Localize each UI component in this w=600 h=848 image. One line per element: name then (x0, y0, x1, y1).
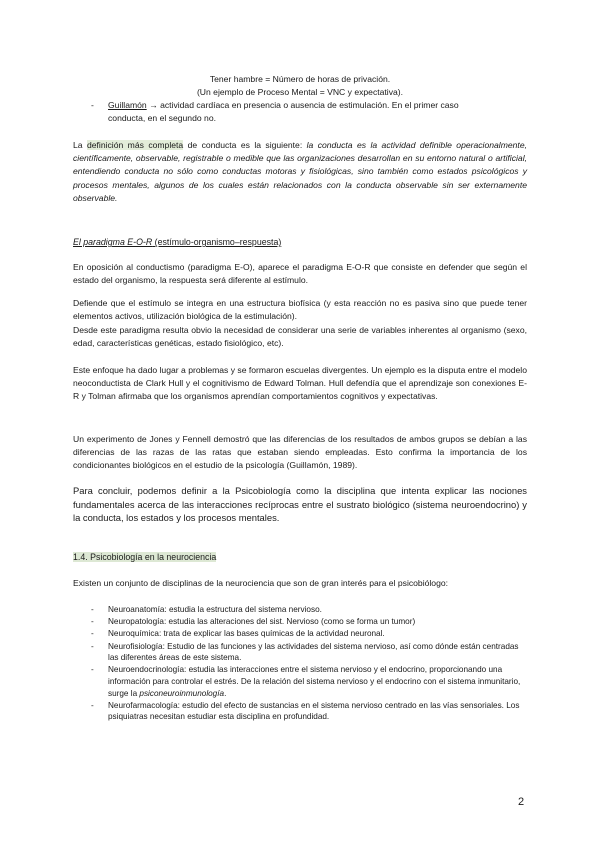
list-item-text: Neurofarmacología: estudio del efecto de sustancias en el sistema nervioso centrado en las vías sensoriales. Los psiquiatras necesitan estudiar esta disciplina en profundidad. (108, 700, 520, 722)
definition-middle: de conducta es la siguiente: (183, 140, 307, 150)
list-item-text: Neuroanatomía: estudia la estructura del sistema nervioso. (108, 605, 322, 614)
disciplines-list (91, 604, 527, 724)
guillamon-bullet (91, 99, 531, 125)
bullet-dash: - (91, 100, 94, 110)
list-item-italic: psiconeuroinmunología (139, 688, 225, 698)
definition-lead: La (73, 140, 87, 150)
definition-highlight: definición más completa (86, 140, 184, 150)
guillamon-text-2: conducta, en el segundo no. (108, 113, 216, 123)
paragraph-opposition: En oposición al conductismo (paradigma E-O), aparece el paradigma E-O-R que consiste en defender que según el estado del organismo, la respuesta será diferente al estímulo. (73, 262, 527, 286)
page-number: 2 (518, 796, 525, 808)
paragraph-conclusion: Para concluir, podemos definir a la Psicobiología como la disciplina que intenta explicar las nociones fundamentales acerca de las interacciones recíprocas entre el sustrato biológico (sistema neuroendocrino) y la conducta, los estados y los procesos mentales. (73, 485, 527, 524)
bullet-dash: - (91, 605, 94, 614)
guillamon-text-1: → actividad cardíaca en presencia o ausencia de estimulación. En el primer caso (146, 100, 459, 110)
list-item (91, 641, 527, 664)
list-item (91, 700, 527, 723)
paragraph-paradigm: Desde este paradigma resulta obvio la necesidad de considerar una serie de variables inherentes al organismo (sexo, edad, características genéticas, estado fisiológico, etc). (73, 325, 527, 349)
list-item-text: Neurofisiología: Estudio de las funciones y las actividades del sistema nervioso, así como dónde están centradas las diferentes áreas de este sistema. (108, 641, 519, 663)
bullet-dash: - (91, 665, 94, 675)
definition-paragraph (73, 139, 527, 205)
eor-heading-italic: El paradigma E-O-R (73, 237, 153, 247)
disciplines-intro: Existen un conjunto de disciplinas de la neurociencia que son de gran interés para el psicobiólogo: (73, 578, 449, 588)
list-item (91, 604, 527, 616)
hunger-definition-line: Tener hambre = Número de horas de privación. (209, 74, 391, 84)
section-heading-text: 1.4. Psicobiología en la neurociencia (73, 552, 217, 562)
paragraph-defends: Defiende que el estímulo se integra en una estructura biofísica (y esta reacción no es pasiva sino que puede tener elementos activos, utilización biológica de la estimulación). (73, 298, 527, 322)
paragraph-approach: Este enfoque ha dado lugar a problemas y se formaron escuelas divergentes. Un ejemplo es la disputa entre el modelo neoconductista de Clark Hull y el cognitivismo de Edward Tolman. Hull defendía que el aprendizaje son conexiones E-R y Tolman afirmaba que los organismos aprendían comportamientos cognitivos y expectativas. (73, 365, 527, 402)
section-heading (73, 551, 216, 563)
eor-heading (73, 236, 281, 248)
list-item-tail: . (224, 688, 227, 698)
list-item-text: Neuroquímica: trata de explicar las bases químicas de la actividad neuronal. (108, 629, 385, 639)
eor-heading-rest: (estímulo-organismo–respuesta) (152, 237, 282, 247)
list-item-text: Neuropatología: estudia las alteraciones del sist. Nervioso (como se forma un tumor) (108, 617, 416, 627)
bullet-dash: - (91, 700, 94, 710)
bullet-dash: - (91, 641, 94, 651)
definition-italic-text: la conducta es la actividad definible operacionalmente, científicamente, observable, registrable o medible que las organizaciones desarrollan en su entorno natural o artificial, entendiendo conducta no sólo como conductas motoras y fisiológicas, sino también como estados psicológicos y procesos mentales, algunos de los cuales están relacionados con la conducta observable sin ser externamente observable. (73, 140, 527, 203)
list-item (91, 628, 527, 640)
list-item-text: Neuroendocrinología: estudia las interacciones entre el sistema nervioso y el endocrino, proporcionando una información para controlar el estrés. De la relación del sistema nervioso y el endocrino con el sistema inmunitario, surge la (108, 665, 521, 698)
bullet-dash: - (91, 617, 94, 627)
list-item (91, 616, 527, 628)
bullet-dash: - (91, 629, 94, 639)
list-item (91, 664, 527, 699)
guillamon-name: Guillamón (108, 100, 147, 110)
paragraph-experiment: Un experimento de Jones y Fennell demostró que las diferencias de los resultados de ambos grupos se debían a las diferencias de las razas de las ratas que estaban siendo empleadas. Esto confirma la importancia de los condicionantes biológicos en el estudio de la psicología (Guillamón, 1989). (73, 434, 527, 471)
mental-process-example-line: (Un ejemplo de Proceso Mental = VNC y expectativa). (196, 87, 404, 97)
